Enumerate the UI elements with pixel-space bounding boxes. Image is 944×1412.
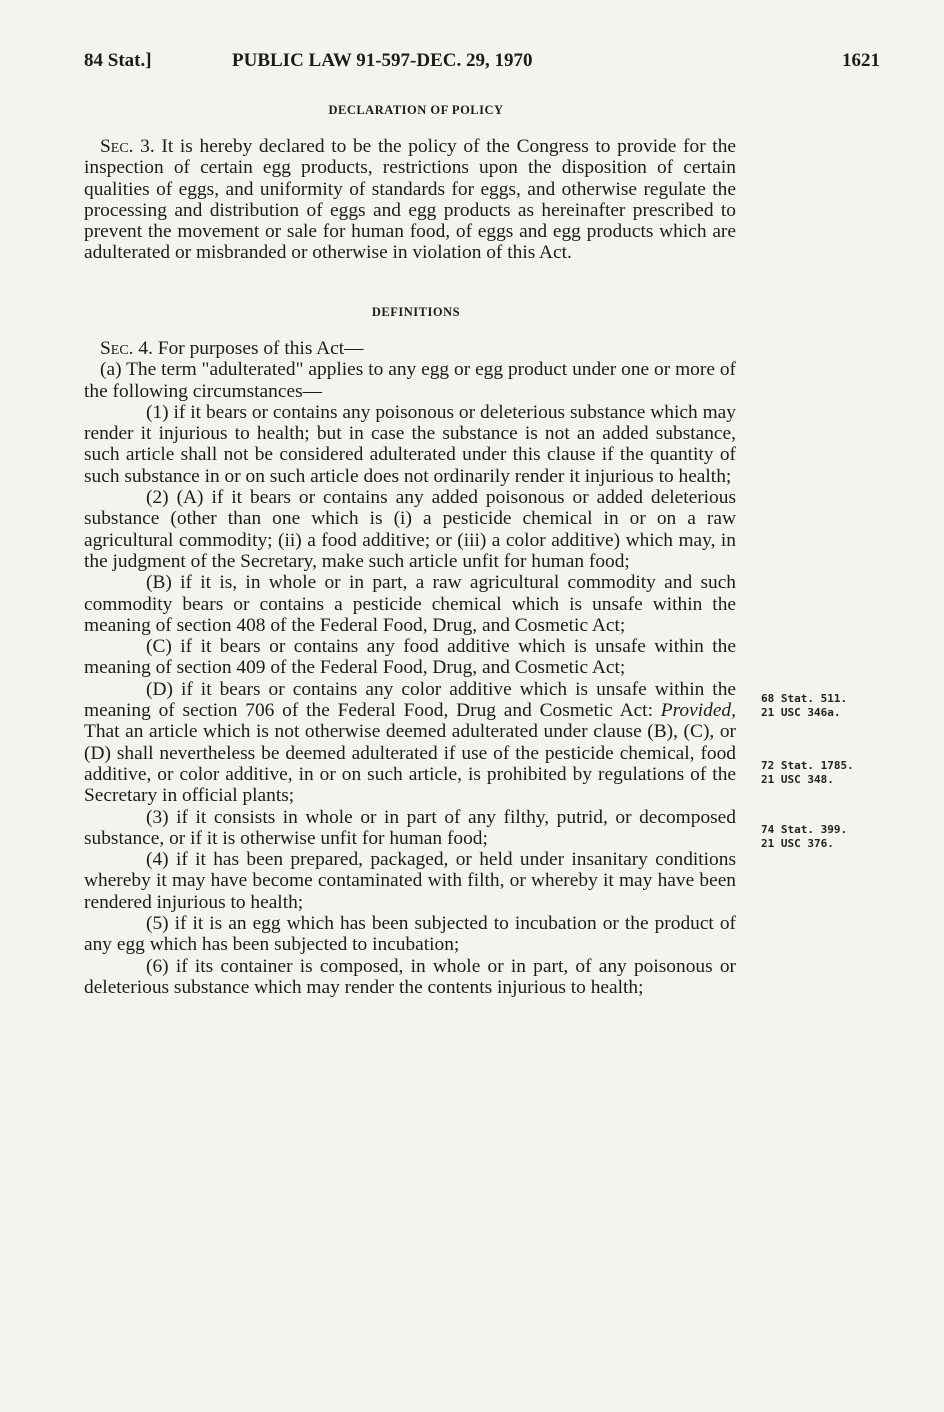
clause-5: (5) if it is an egg which has been subjected to incubation or the product of any egg which has been subjected to incubation;: [84, 913, 736, 956]
section-3-text: It is hereby declared to be the policy of the Congress to provide for the inspection of certain egg products, restrictions upon the disposition of certain qualities of eggs, and uniformity of standards for eggs, and otherwise regulate the processing and distribution of eggs and egg products as hereinafter prescribed to prevent the movement or sale for human food, of eggs and egg products which are adulterated or misbranded or otherwise in violation of this Act.: [84, 136, 737, 264]
clause-6: (6) if its container is composed, in whole or in part, of any poisonous or deleterious substance which may render the contents injurious to health;: [84, 955, 736, 998]
clause-4: (4) if it has been prepared, packaged, or held under insanitary conditions whereby it may have become contaminated with filth, or whereby it may have been rendered injurious to health;: [84, 849, 736, 913]
clause-2b: (B) if it is, in whole or in part, a raw agricultural commodity and such commodity bears or contains a pesticide chemical which is unsafe within the meaning of section 408 of the Federal Food, Drug, and Cosmetic Act;: [84, 572, 736, 636]
law-title: PUBLIC LAW 91-597-DEC. 29, 1970: [232, 50, 533, 71]
page-number: 1621: [842, 50, 880, 71]
section-4-heading: DEFINITIONS: [371, 305, 461, 319]
section-3-heading: DECLARATION OF POLICY: [328, 103, 504, 117]
section-4-intro-text: For purposes of this Act—: [157, 338, 364, 359]
clause-2c: (C) if it bears or contains any food additive which is unsafe within the meaning of section 409 of the Federal Food, Drug, and Cosmetic Act;: [84, 636, 736, 679]
section-3-body: [84, 136, 736, 264]
margin-note-68-stat: 68 Stat. 511. 21 USC 346a.: [761, 692, 848, 719]
provided-word: Provided,: [660, 700, 736, 722]
stat-reference: 84 Stat.]: [84, 50, 152, 71]
clause-1: (1) if it bears or contains any poisonous or deleterious substance which may render it injurious to health; but in case the substance is not an added substance, such article shall not be considered adulterated under this clause if the quantity of such substance in or on such article does not ordinarily render it injurious to health;: [84, 401, 736, 487]
section-3-lead: Sec. 3.: [100, 136, 155, 157]
clause-2d: [84, 679, 736, 807]
section-4-intro: [84, 338, 736, 359]
margin-note-72-stat: 72 Stat. 1785. 21 USC 348.: [761, 759, 854, 786]
section-4-lead: Sec. 4.: [100, 338, 153, 359]
clause-2a: (2) (A) if it bears or contains any added poisonous or added deleterious substance (other than one which is (i) a pesticide chemical in or on a raw agricultural commodity; (ii) a food additive; or (iii) a color additive) which may, in the judgment of the Secretary, make such article unfit for human food;: [84, 487, 736, 572]
margin-note-74-stat: 74 Stat. 399. 21 USC 376.: [761, 823, 848, 850]
section-4-body: [84, 338, 736, 998]
clause-3: (3) if it consists in whole or in part of any filthy, putrid, or decomposed substance, or if it is otherwise unfit for human food;: [84, 806, 736, 849]
clause-2d-start: (D) if it bears or contains any color additive which is unsafe within the meaning of section 706 of the Federal Food, Drug and Cosmetic Act:: [84, 678, 736, 722]
clause-2d-end: That an article which is not otherwise deemed adulterated under clause (B), (C), or (D) shall nevertheless be deemed adulterated if use of the pesticide chemical, food additive, or color additive, in or on such article, is prohibited by regulations of the Secretary in official plants;: [84, 721, 736, 807]
clause-a: (a) The term "adulterated" applies to any egg or egg product under one or more of the following circumstances—: [84, 359, 736, 402]
